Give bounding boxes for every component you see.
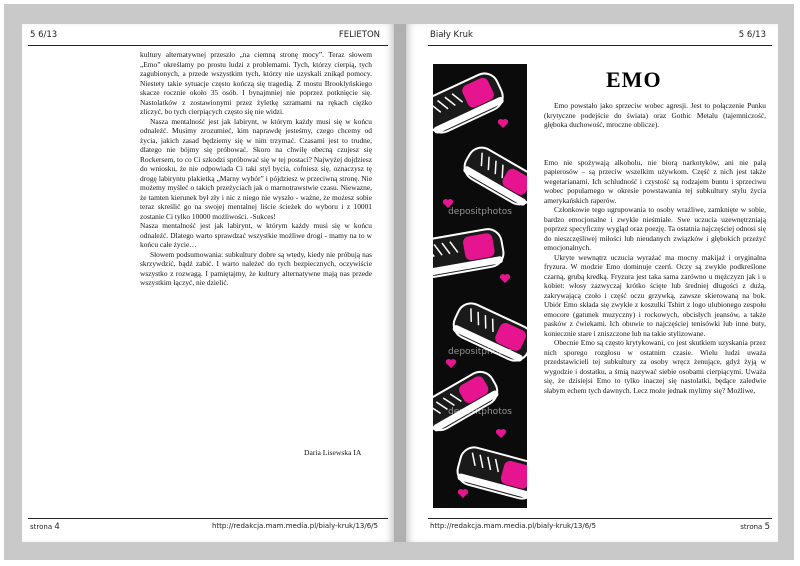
magazine-name: Biały Kruk bbox=[430, 30, 473, 40]
right-header-rule bbox=[428, 45, 772, 46]
magazine-spread bbox=[4, 4, 794, 560]
right-body-paragraph: Emo nie spożywają alkoholu, nie biorą narkotyków, ani nie palą papierosów – są przeciw wszelkim używkom. Część z nich jest także wegetarianami. Ich schludność i czystość są rodzajem buntu i sprzeciwu wobec popularnego w okresie powstawania tej subkultury stylu życia amerykańskich raperów. bbox=[544, 157, 766, 205]
watermark-text: depositphotos bbox=[448, 207, 512, 217]
left-body-paragraph: Słowem podsumowania: subkultury dobre są wtedy, kiedy nie próbują nas skrzywdzić, bądź zabić. I warto należeć do tych bezpiecznych, oczywiście wszystko z rozwagą. I pamiętajmy, że kultury alternatywne mają nas przede wszystkim łączyć, nie dzielić. bbox=[140, 249, 372, 287]
right-article-body bbox=[544, 101, 766, 395]
right-body-paragraph: Emo powstało jako sprzeciw wobec agresji. Jest to połączenie Punku (krytyczne podejście do świata) oraz Gothic Metalu (tajemniczość, głęboka duchowość, mroczne oblicze). bbox=[544, 101, 766, 129]
left-page-number bbox=[30, 522, 60, 532]
right-footer-url[interactable]: http://redakcja.mam.media.pl/bialy-kruk/13/6/5 bbox=[430, 522, 596, 530]
right-page-label: strona bbox=[740, 523, 763, 531]
emo-sneakers-photo bbox=[433, 64, 527, 508]
right-body-paragraph: Ukryte wewnątrz uczucia wyrażać ma mocny makijaż i oryginalna fryzura. W modzie Emo dominuje czerń. Oczy są zwykle podkreślone czarną, grubą kredką. Fryzura jest taka sama zarówno u mężczyzn jak i u kobiet: włosy zazwyczaj krótko ścięte lub średniej długości z dużą, zakrywającą czoło i część oczu grzywką, zawsze skierowaną na bok. Ubiór Emo składa się zwykle z koszulki Tshirt z logo ulubionego zespołu emocore (gatunek muzyczny) i rockowych, obcisłych jeansów, a także pasków z ćwiekami. Ich obuwie to najczęściej tenisówki lub inne buty, koniecznie stare i zniszczone lub na takie stylizowane. bbox=[544, 252, 766, 338]
left-article-body bbox=[140, 50, 372, 288]
left-body-paragraph: Nasza mentalność jest jak labirynt, w którym każdy musi się w końcu odnaleźć. Dlatego warto sprawdzać wszystkie możliwe drogi - mamy na to w końcu całe życie… bbox=[140, 221, 372, 249]
left-footer-rule bbox=[28, 518, 388, 519]
left-section-title: FELIETON bbox=[338, 30, 380, 40]
right-page-number bbox=[740, 522, 770, 532]
sneakers-illustration bbox=[433, 64, 527, 508]
right-body-paragraph: Obecnie Emo są często krytykowani, co jest skutkiem uzyskania przez nich sporego rozgłosu w ostatnim czasie. Wielu ludzi uważa przedstawicieli tej subkultury za osoby wręcz żenujące, gdyż żyją w wygodzie i dostatku, a śmią nazywać siebie osobami cierpiącymi. Uważa się, że dzisiejsi Emo to tylko inaczej się nastolatki, będące zaledwie słabym echem tych dawnych. Lecz może jednak mylimy się? Możliwe, bbox=[544, 338, 766, 395]
right-footer-rule bbox=[428, 518, 772, 519]
right-page bbox=[406, 24, 778, 542]
article-title: EMO bbox=[606, 67, 662, 92]
right-body-paragraph: Członkowie tego ugrupowania to osoby wrażliwe, zamknięte w sobie, bardzo emocjonalne i zwykle nieśmiałe. Swe uczucia uzewnętrzniają poprzez specyficzny wygląd oraz poezję. Ta ostatnia najczęściej odnosi się do nieszczęśliwej miłości lub nieudanych związków i głębokich przeżyć emocjonalnych. bbox=[544, 205, 766, 252]
left-footer-url[interactable]: http://redakcja.mam.media.pl/bialy-kruk/13/6/5 bbox=[212, 522, 378, 530]
left-body-paragraph: Nasza mentalność jest jak labirynt, w którym każdy musi się w końcu odnaleźć. Musimy zrozumieć, kim naprawdę jesteśmy, czego chcemy od życia, jakich zasad będziemy się w nim trzymać. Czasami jest to trudne, dlatego nie bójmy się próbować. Skoro na chwilę obecną czujesz się Rockersem, to co Ci szkodzi spróbować się w tej postaci? Najwyżej dojdziesz do wniosku, że nie odpowiada Ci taki styl bycia, cofniesz się, oznaczysz tę drogę labiryntu plakietką „Marny wybór” i pójdziesz w przeciwną stronę. Nie możemy myśleć o takich przeżyciach jak o marnotrawstwie czasu. Niewazne, że tamten kierunek był zły i nic z niego nie wyszło - ważne, że możesz sobie teraz skreślić go na swojej mentalnej liście ścieżek do wyboru i z 10001 zostanie Ci tylko 10000 możliwości. -Sukces! bbox=[140, 116, 372, 221]
left-page-label: strona bbox=[30, 523, 53, 531]
left-issue-number: 5 6/13 bbox=[30, 30, 58, 40]
page-gutter bbox=[394, 24, 406, 542]
left-body-paragraph: kultury alternatywnej przeszło „na ciemną stronę mocy”. Teraz słowem „Emo” określamy po prostu ludzi z problemami. Tych, którzy cierpią, tych zagubionych, a przede wszystkim tych, którzy nie uzyskali znikąd pomocy. Niestety takie sytuacje często kończą się tragedią. Z mostu Brooklyńskiego skacze rocznie około 35 osób. I bynajmniej nie poprzez potknięcie się. Nastolatków z zostawionymi przez żyletkę szramami na rękach ciężko zliczyć, bo tych cierpiących często się nie widzi. bbox=[140, 50, 372, 116]
left-header-rule bbox=[28, 45, 388, 46]
author-signature: Daria Lisewska IA bbox=[304, 448, 362, 457]
watermark-text: depositphotos bbox=[448, 407, 512, 417]
left-page bbox=[22, 24, 394, 542]
watermark-text: depositphotos bbox=[448, 347, 512, 357]
right-issue-number: 5 6/13 bbox=[738, 30, 766, 40]
left-page-digit: 4 bbox=[54, 522, 60, 532]
right-page-digit: 5 bbox=[764, 522, 770, 532]
